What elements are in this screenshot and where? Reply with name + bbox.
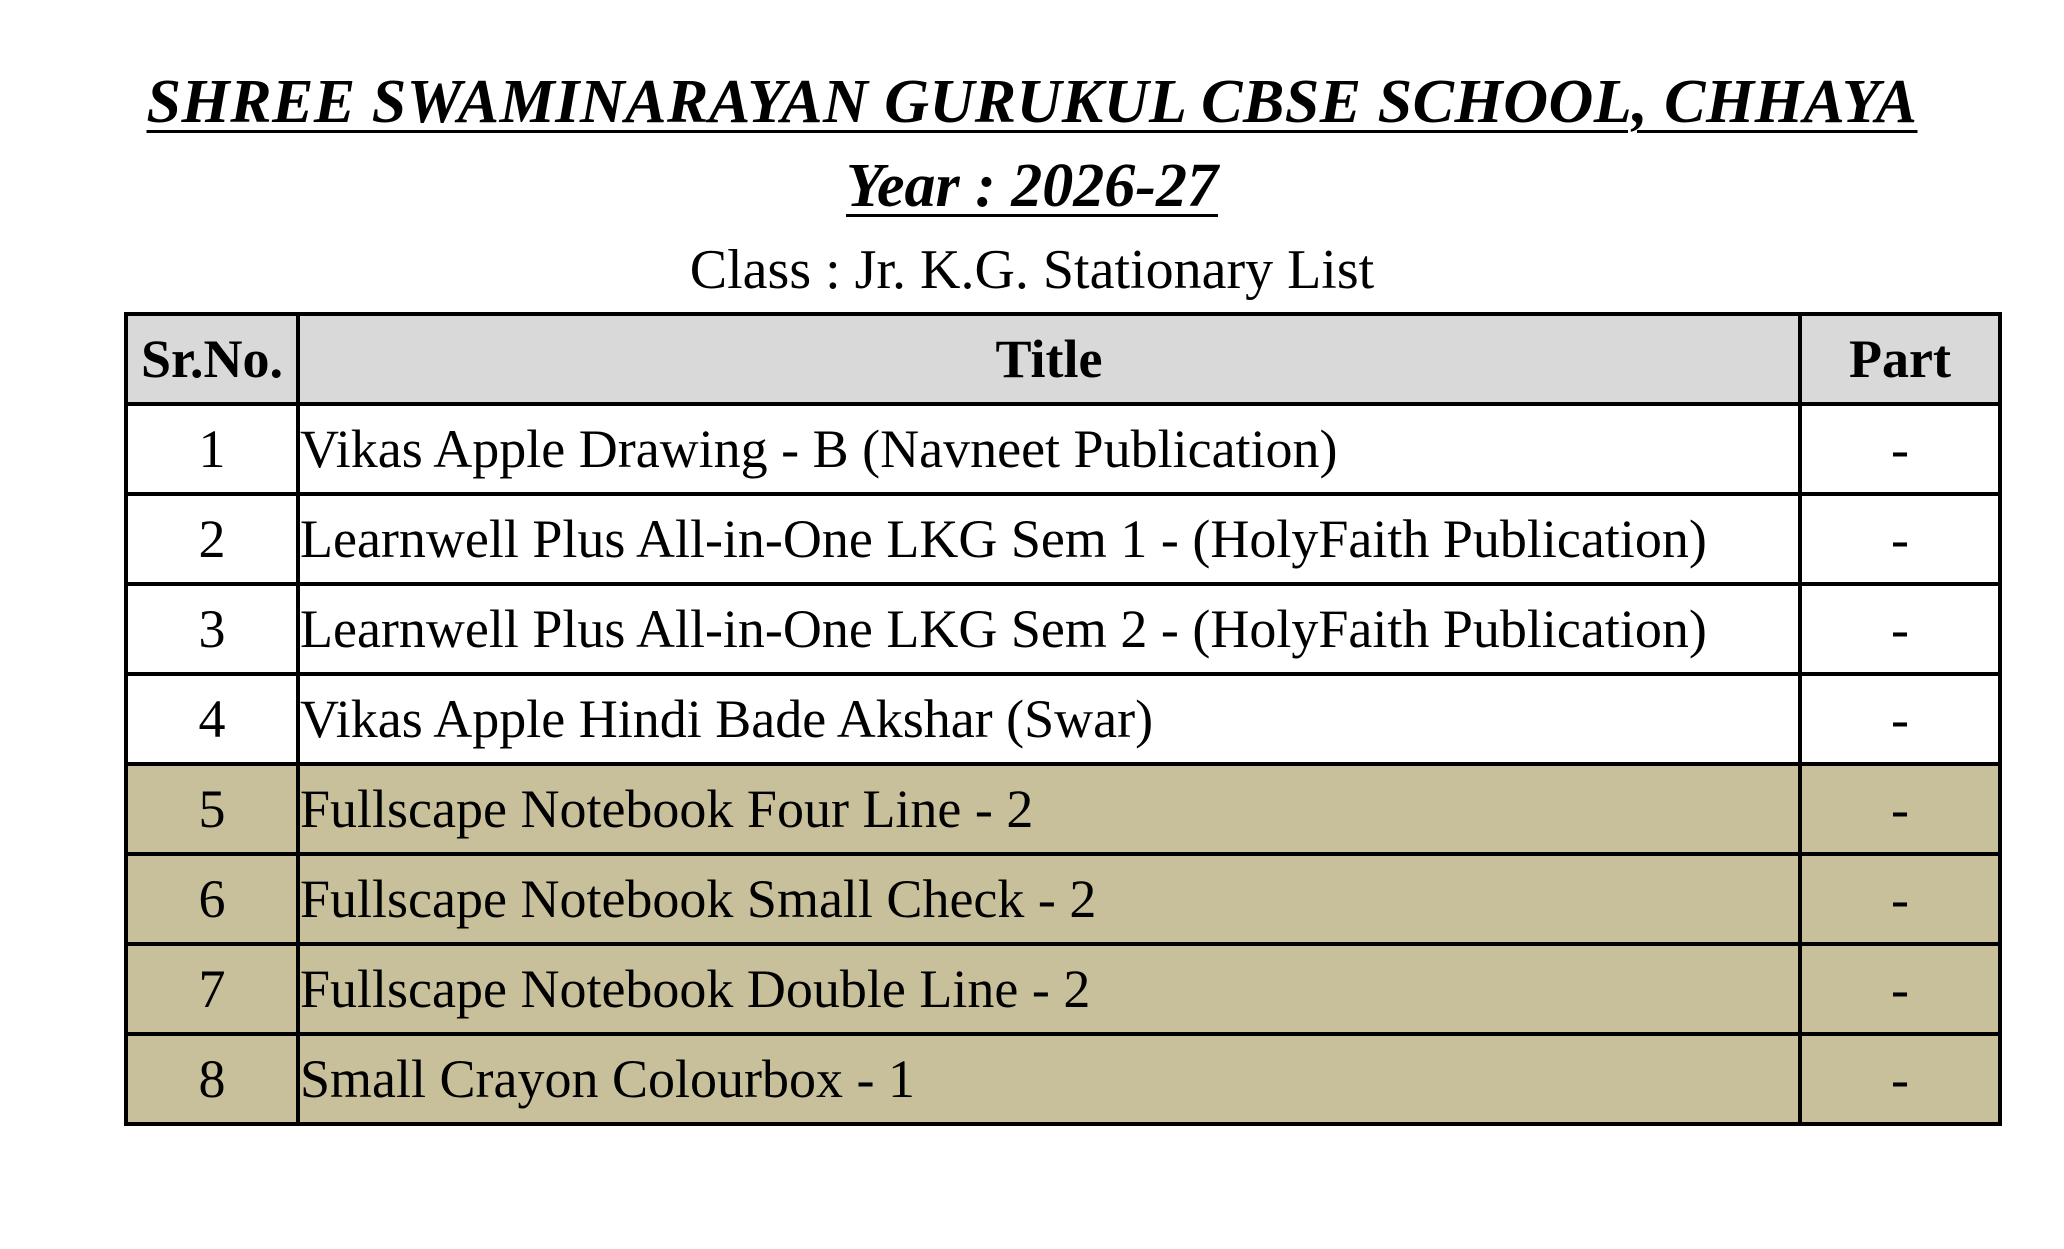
- table-row: [126, 494, 2000, 584]
- table-header-row: [126, 314, 2000, 404]
- title-cell: Fullscape Notebook Small Check - 2: [298, 854, 1800, 944]
- title-cell: Learnwell Plus All-in-One LKG Sem 1 - (HolyFaith Publication): [298, 494, 1800, 584]
- table-row: [126, 854, 2000, 944]
- school-name: [0, 62, 2064, 142]
- column-header-part: Part: [1800, 314, 2000, 404]
- table-row: [126, 1034, 2000, 1124]
- part-cell: -: [1800, 674, 2000, 764]
- sr-no-cell: 1: [126, 404, 298, 494]
- class-title: Class : Jr. K.G. Stationary List: [689, 239, 1375, 301]
- column-header-sr-no: Sr.No.: [126, 314, 298, 404]
- table-row: [126, 764, 2000, 854]
- sr-no-cell: 4: [126, 674, 298, 764]
- title-cell: Vikas Apple Drawing - B (Navneet Publication): [298, 404, 1800, 494]
- part-cell: -: [1800, 404, 2000, 494]
- part-cell: -: [1800, 584, 2000, 674]
- table-row: [126, 944, 2000, 1034]
- sr-no-cell: 6: [126, 854, 298, 944]
- title-cell: Vikas Apple Hindi Bade Akshar (Swar): [298, 674, 1800, 764]
- sr-no-cell: 8: [126, 1034, 298, 1124]
- academic-year-text: Year : 2026-27: [846, 152, 1218, 220]
- part-cell: -: [1800, 764, 2000, 854]
- column-header-title: Title: [298, 314, 1800, 404]
- sr-no-cell: 2: [126, 494, 298, 584]
- table-row: [126, 674, 2000, 764]
- table-row: [126, 404, 2000, 494]
- title-cell: Small Crayon Colourbox - 1: [298, 1034, 1800, 1124]
- sr-no-cell: 3: [126, 584, 298, 674]
- school-name-text: SHREE SWAMINARAYAN GURUKUL CBSE SCHOOL, CHHAYA: [146, 68, 1918, 136]
- title-cell: Fullscape Notebook Double Line - 2: [298, 944, 1800, 1034]
- part-cell: -: [1800, 944, 2000, 1034]
- part-cell: -: [1800, 1034, 2000, 1124]
- table-row: [126, 584, 2000, 674]
- part-cell: -: [1800, 494, 2000, 584]
- sr-no-cell: 7: [126, 944, 298, 1034]
- academic-year: [0, 146, 2064, 226]
- title-cell: Fullscape Notebook Four Line - 2: [298, 764, 1800, 854]
- stationery-table: [124, 312, 2002, 1126]
- title-cell: Learnwell Plus All-in-One LKG Sem 2 - (HolyFaith Publication): [298, 584, 1800, 674]
- part-cell: -: [1800, 854, 2000, 944]
- sr-no-cell: 5: [126, 764, 298, 854]
